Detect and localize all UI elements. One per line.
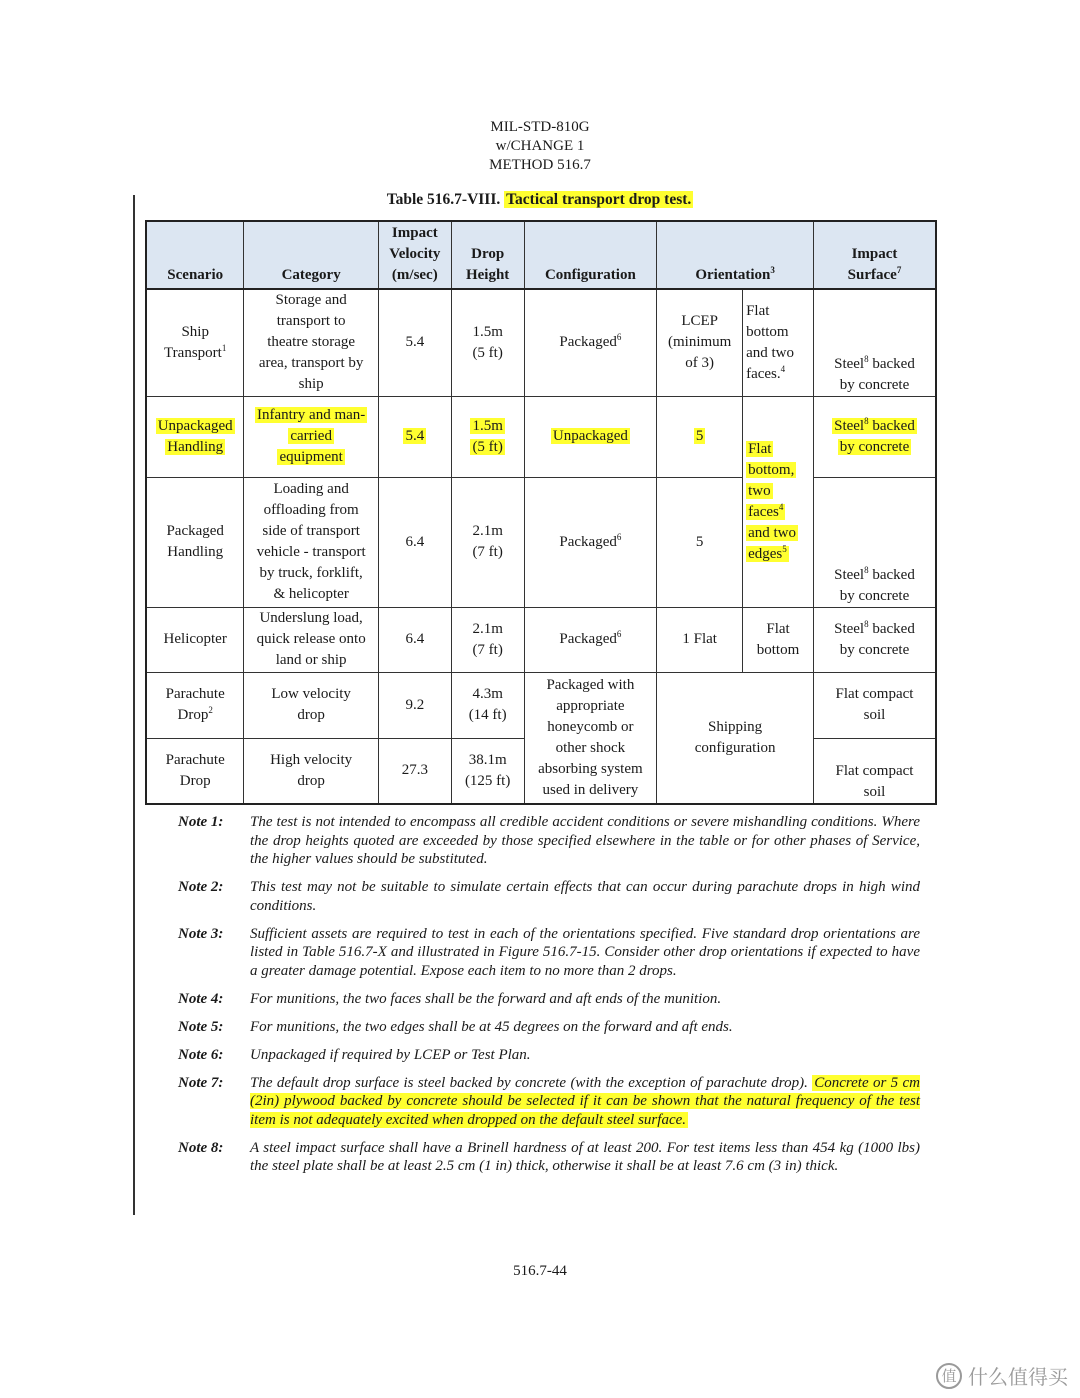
note-label: Note 1:: [178, 814, 224, 830]
table-row-helicopter: [146, 607, 936, 672]
cell-surface: Steel$^8$ backed by concrete: [813, 607, 936, 672]
cell-configuration: Packaged$^6$: [524, 607, 657, 672]
header-line-1: MIL-STD-810G: [490, 119, 590, 135]
cell-velocity: 6.4: [378, 477, 451, 607]
table-title-prefix: Table 516.7-VIII.: [386, 191, 501, 208]
drop-test-table: [145, 220, 937, 805]
col-impact-velocity: Impact Velocity (m/sec): [378, 221, 451, 289]
note-label: Note 3:: [178, 925, 224, 942]
note-3: [178, 925, 920, 981]
note-5: [178, 1018, 920, 1037]
cell-configuration: Packaged$^6$: [524, 477, 657, 607]
notes-section: [178, 813, 920, 1185]
cell-category: Storage and transport to theatre storage area, transport by ship: [244, 289, 379, 396]
cell-orientation-a: 5: [657, 396, 743, 477]
cell-configuration-merged: Packaged with appropriate honeycomb or other shock absorbing system used in delivery: [524, 672, 657, 804]
note-label: Note 8:: [178, 1139, 224, 1156]
document-header: [0, 118, 1080, 175]
cell-velocity: 5.4: [378, 289, 451, 396]
cell-height: 1.5m (5 ft): [451, 396, 524, 477]
note-7-highlight: Concrete or 5 cm (2in) plywood backed by concrete should be selected if it can be shown that the natural frequency of the test item is not adequately excited when dropped on the default steel surface.: [250, 1074, 920, 1128]
cell-height: 38.1m (125 ft): [451, 738, 524, 804]
note-label: Note 6:: [178, 1046, 224, 1063]
watermark-text: 什么值得买: [968, 1365, 1068, 1389]
note-label: Note 5:: [178, 1018, 224, 1035]
cell-velocity: 27.3: [378, 738, 451, 804]
cell-category: Infantry and man- carried equipment: [244, 396, 379, 477]
page-number: 516.7-44: [513, 1263, 567, 1279]
change-bar: [133, 195, 135, 1215]
cell-velocity: 5.4: [378, 396, 451, 477]
cell-velocity: 9.2: [378, 672, 451, 738]
note-text: Unpackaged if required by LCEP or Test Plan.: [250, 1046, 531, 1063]
cell-orientation-a: 1 Flat: [657, 607, 743, 672]
table-header-row: [146, 221, 936, 289]
col-configuration: Configuration: [524, 221, 657, 289]
cell-category: High velocity drop: [244, 738, 379, 804]
note-text: Sufficient assets are required to test in each of the orientations specified. Five standard drop orientations are listed in Table 516.7-X and illustrated in Figure 516.7-15. Consider other drop orientations if expected to have a greater damage potential. Expose each item to no more than 2 drops.: [250, 925, 920, 979]
note-4: [178, 990, 920, 1009]
note-text: The default drop surface is steel backed by concrete (with the exception of parachute drop). Concrete or 5 cm (2in) plywood backed by concrete should be selected if it can be shown that the natural frequency of the test item is not adequately excited when dropped on the default steel surface.: [250, 1074, 920, 1128]
table-title-highlight: Tactical transport drop test.: [506, 191, 692, 208]
cell-orientation-b-merged: Flat bottom, two faces$^4$ and two edges$^5$: [743, 396, 814, 607]
col-scenario: Scenario: [146, 221, 244, 289]
watermark: [936, 1361, 1068, 1390]
note-1: [178, 813, 920, 869]
col-drop-height: Drop Height: [451, 221, 524, 289]
col-category: Category: [244, 221, 379, 289]
cell-surface: Flat compact soil: [813, 672, 936, 738]
note-7: [178, 1074, 920, 1130]
cell-scenario: Ship Transport$^1$: [146, 289, 244, 396]
note-text: A steel impact surface shall have a Brinell hardness of at least 200. For test items less than 454 kg (1000 lbs) the steel plate shall be at least 2.5 cm (1 in) thick, otherwise it shall be at least 7.6 cm (3 in) thick.: [250, 1139, 920, 1174]
header-line-3: METHOD 516.7: [489, 157, 591, 173]
cell-configuration: Packaged$^6$: [524, 289, 657, 396]
cell-configuration: Unpackaged: [524, 396, 657, 477]
table-title: [0, 191, 1080, 209]
cell-orientation-a: LCEP (minimum of 3): [657, 289, 743, 396]
table-row-ship-transport: [146, 289, 936, 396]
smzdm-logo-icon: 值: [936, 1363, 962, 1389]
cell-scenario: Packaged Handling: [146, 477, 244, 607]
cell-height: 2.1m (7 ft): [451, 477, 524, 607]
cell-scenario: Unpackaged Handling: [146, 396, 244, 477]
note-text: For munitions, the two edges shall be at 45 degrees on the forward and aft ends.: [250, 1018, 733, 1035]
cell-orientation-b: Flat bottom: [743, 607, 814, 672]
note-6: [178, 1046, 920, 1065]
cell-surface: Steel$^8$ backed by concrete: [813, 477, 936, 607]
cell-orientation-b: Flat bottom and two faces.$^4$: [743, 289, 814, 396]
cell-surface: Flat compact soil: [813, 738, 936, 804]
cell-height: 2.1m (7 ft): [451, 607, 524, 672]
cell-surface: Steel$^8$ backed by concrete: [813, 396, 936, 477]
cell-height: 4.3m (14 ft): [451, 672, 524, 738]
cell-category: Loading and offloading from side of transport vehicle - transport by truck, forklift, & helicopter: [244, 477, 379, 607]
note-text: For munitions, the two faces shall be the forward and aft ends of the munition.: [250, 990, 722, 1007]
col-orientation: Orientation$^3$: [657, 221, 814, 289]
note-8: [178, 1139, 920, 1176]
cell-scenario: Parachute Drop: [146, 738, 244, 804]
cell-height: 1.5m (5 ft): [451, 289, 524, 396]
note-text: The test is not intended to encompass all credible accident conditions or severe mishandling conditions. Where the drop heights quoted are exceeded by those specified elsewhere in the table or for other phases of Service, the higher values should be substituted.: [250, 814, 920, 867]
table-row-unpackaged-handling: [146, 396, 936, 477]
cell-category: Low velocity drop: [244, 672, 379, 738]
cell-orientation-a: 5: [657, 477, 743, 607]
note-text: This test may not be suitable to simulate certain effects that can occur during parachute drops in high wind conditions.: [250, 879, 920, 914]
cell-surface: Steel$^8$ backed by concrete: [813, 289, 936, 396]
col-impact-surface: Impact Surface$^7$: [813, 221, 936, 289]
note-label: Note 4:: [178, 990, 224, 1007]
cell-scenario: Helicopter: [146, 607, 244, 672]
table-row-packaged-handling: [146, 477, 936, 607]
table-row-parachute-low: [146, 672, 936, 738]
note-2: [178, 878, 920, 915]
cell-velocity: 6.4: [378, 607, 451, 672]
cell-orientation-merged: Shipping configuration: [657, 672, 814, 804]
note-label: Note 7:: [178, 1074, 224, 1091]
cell-scenario: Parachute Drop$^2$: [146, 672, 244, 738]
note-label: Note 2:: [178, 879, 224, 895]
header-line-2: w/CHANGE 1: [495, 138, 585, 154]
cell-category: Underslung load, quick release onto land or ship: [244, 607, 379, 672]
